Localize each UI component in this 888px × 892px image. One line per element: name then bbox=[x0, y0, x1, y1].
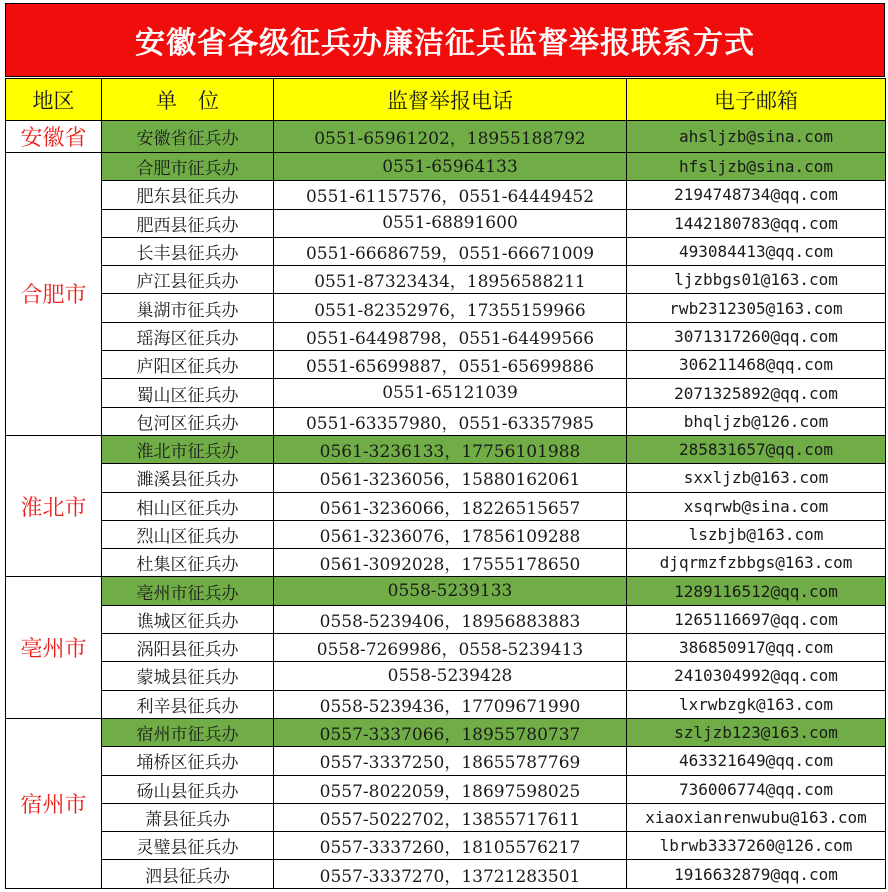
table-row bbox=[6, 577, 886, 605]
table-row bbox=[6, 153, 886, 181]
email-cell: 306211468@qq.com bbox=[627, 351, 886, 379]
unit-cell: 安徽省征兵办 bbox=[102, 121, 274, 153]
phone-cell: 0551-68891600 bbox=[274, 209, 627, 237]
phone-cell: 0557-3337260，18105576217 bbox=[274, 832, 627, 860]
unit-cell: 利辛县征兵办 bbox=[102, 690, 274, 718]
table-row bbox=[6, 747, 886, 775]
table-header-row bbox=[6, 79, 886, 121]
phone-cell: 0551-87323434，18956588211 bbox=[274, 266, 627, 294]
email-cell: djqrmzfzbbgs@163.com bbox=[627, 549, 886, 577]
unit-cell: 瑶海区征兵办 bbox=[102, 322, 274, 350]
phone-cell: 0551-65961202，18955188792 bbox=[274, 121, 627, 153]
email-cell: ljzbbgs01@163.com bbox=[627, 266, 886, 294]
email-cell: 1265116697@qq.com bbox=[627, 605, 886, 633]
unit-cell: 庐阳区征兵办 bbox=[102, 351, 274, 379]
region-cell: 合肥市 bbox=[6, 153, 102, 436]
table-row bbox=[6, 775, 886, 803]
page-title: 安徽省各级征兵办廉洁征兵监督举报联系方式 bbox=[5, 3, 885, 77]
unit-cell: 淮北市征兵办 bbox=[102, 435, 274, 463]
table-row bbox=[6, 322, 886, 350]
phone-cell: 0558-5239436，17709671990 bbox=[274, 690, 627, 718]
table-row bbox=[6, 492, 886, 520]
email-cell: 2410304992@qq.com bbox=[627, 662, 886, 690]
table-row bbox=[6, 605, 886, 633]
unit-cell: 包河区征兵办 bbox=[102, 407, 274, 435]
table-row bbox=[6, 690, 886, 718]
header-email: 电子邮箱 bbox=[627, 79, 886, 121]
table-row bbox=[6, 209, 886, 237]
table-row bbox=[6, 237, 886, 265]
email-cell: sxxljzb@163.com bbox=[627, 464, 886, 492]
table-row bbox=[6, 860, 886, 888]
email-cell: 736006774@qq.com bbox=[627, 775, 886, 803]
email-cell: 285831657@qq.com bbox=[627, 435, 886, 463]
table-row bbox=[6, 464, 886, 492]
table-row bbox=[6, 379, 886, 407]
table-row bbox=[6, 266, 886, 294]
phone-cell: 0551-66686759，0551-66671009 bbox=[274, 237, 627, 265]
email-cell: szljzb123@163.com bbox=[627, 718, 886, 746]
unit-cell: 萧县征兵办 bbox=[102, 803, 274, 831]
phone-cell: 0557-8022059，18697598025 bbox=[274, 775, 627, 803]
table-row bbox=[6, 520, 886, 548]
header-phone: 监督举报电话 bbox=[274, 79, 627, 121]
email-cell: lbrwb3337260@126.com bbox=[627, 832, 886, 860]
region-cell: 亳州市 bbox=[6, 577, 102, 718]
table-row bbox=[6, 294, 886, 322]
contact-table bbox=[5, 78, 886, 889]
unit-cell: 蜀山区征兵办 bbox=[102, 379, 274, 407]
unit-cell: 谯城区征兵办 bbox=[102, 605, 274, 633]
unit-cell: 砀山县征兵办 bbox=[102, 775, 274, 803]
table-row bbox=[6, 121, 886, 153]
email-cell: bhqljzb@126.com bbox=[627, 407, 886, 435]
phone-cell: 0551-61157576，0551-64449452 bbox=[274, 181, 627, 209]
unit-cell: 长丰县征兵办 bbox=[102, 237, 274, 265]
unit-cell: 相山区征兵办 bbox=[102, 492, 274, 520]
email-cell: xsqrwb@sina.com bbox=[627, 492, 886, 520]
unit-cell: 合肥市征兵办 bbox=[102, 153, 274, 181]
table-row bbox=[6, 803, 886, 831]
unit-cell: 灵璧县征兵办 bbox=[102, 832, 274, 860]
unit-cell: 涡阳县征兵办 bbox=[102, 634, 274, 662]
email-cell: 1289116512@qq.com bbox=[627, 577, 886, 605]
region-cell: 宿州市 bbox=[6, 718, 102, 888]
phone-cell: 0551-64498798，0551-64499566 bbox=[274, 322, 627, 350]
phone-cell: 0561-3236076，17856109288 bbox=[274, 520, 627, 548]
unit-cell: 杜集区征兵办 bbox=[102, 549, 274, 577]
phone-cell: 0551-63357980，0551-63357985 bbox=[274, 407, 627, 435]
table-row bbox=[6, 718, 886, 746]
phone-cell: 0551-65121039 bbox=[274, 379, 627, 407]
email-cell: 3071317260@qq.com bbox=[627, 322, 886, 350]
table-row bbox=[6, 181, 886, 209]
phone-cell: 0561-3236133，17756101988 bbox=[274, 435, 627, 463]
unit-cell: 宿州市征兵办 bbox=[102, 718, 274, 746]
phone-cell: 0551-65699887，0551-65699886 bbox=[274, 351, 627, 379]
phone-cell: 0557-5022702，13855717611 bbox=[274, 803, 627, 831]
table-row bbox=[6, 435, 886, 463]
unit-cell: 肥西县征兵办 bbox=[102, 209, 274, 237]
unit-cell: 巢湖市征兵办 bbox=[102, 294, 274, 322]
unit-cell: 烈山区征兵办 bbox=[102, 520, 274, 548]
phone-cell: 0558-5239406，18956883883 bbox=[274, 605, 627, 633]
table-row bbox=[6, 662, 886, 690]
phone-cell: 0551-82352976，17355159966 bbox=[274, 294, 627, 322]
email-cell: lszbjb@163.com bbox=[627, 520, 886, 548]
table-row bbox=[6, 832, 886, 860]
unit-cell: 泗县征兵办 bbox=[102, 860, 274, 888]
table-row bbox=[6, 549, 886, 577]
header-region: 地区 bbox=[6, 79, 102, 121]
email-cell: 463321649@qq.com bbox=[627, 747, 886, 775]
email-cell: xiaoxianrenwubu@163.com bbox=[627, 803, 886, 831]
table-row bbox=[6, 351, 886, 379]
phone-cell: 0558-7269986，0558-5239413 bbox=[274, 634, 627, 662]
phone-cell: 0561-3236056，15880162061 bbox=[274, 464, 627, 492]
email-cell: 1916632879@qq.com bbox=[627, 860, 886, 888]
unit-cell: 濉溪县征兵办 bbox=[102, 464, 274, 492]
region-cell: 淮北市 bbox=[6, 435, 102, 576]
unit-cell: 亳州市征兵办 bbox=[102, 577, 274, 605]
email-cell: rwb2312305@163.com bbox=[627, 294, 886, 322]
table-row bbox=[6, 634, 886, 662]
table-row bbox=[6, 407, 886, 435]
phone-cell: 0558-5239133 bbox=[274, 577, 627, 605]
phone-cell: 0557-3337250，18655787769 bbox=[274, 747, 627, 775]
unit-cell: 肥东县征兵办 bbox=[102, 181, 274, 209]
unit-cell: 庐江县征兵办 bbox=[102, 266, 274, 294]
email-cell: 2071325892@qq.com bbox=[627, 379, 886, 407]
phone-cell: 0561-3236066，18226515657 bbox=[274, 492, 627, 520]
email-cell: hfsljzb@sina.com bbox=[627, 153, 886, 181]
email-cell: lxrwbzgk@163.com bbox=[627, 690, 886, 718]
unit-cell: 蒙城县征兵办 bbox=[102, 662, 274, 690]
table-body bbox=[6, 121, 886, 889]
phone-cell: 0558-5239428 bbox=[274, 662, 627, 690]
email-cell: 1442180783@qq.com bbox=[627, 209, 886, 237]
header-unit: 单 位 bbox=[102, 79, 274, 121]
unit-cell: 埇桥区征兵办 bbox=[102, 747, 274, 775]
email-cell: 493084413@qq.com bbox=[627, 237, 886, 265]
phone-cell: 0557-3337270，13721283501 bbox=[274, 860, 627, 888]
region-cell: 安徽省 bbox=[6, 121, 102, 153]
phone-cell: 0551-65964133 bbox=[274, 153, 627, 181]
email-cell: 386850917@qq.com bbox=[627, 634, 886, 662]
phone-cell: 0561-3092028，17555178650 bbox=[274, 549, 627, 577]
email-cell: 2194748734@qq.com bbox=[627, 181, 886, 209]
email-cell: ahsljzb@sina.com bbox=[627, 121, 886, 153]
phone-cell: 0557-3337066，18955780737 bbox=[274, 718, 627, 746]
